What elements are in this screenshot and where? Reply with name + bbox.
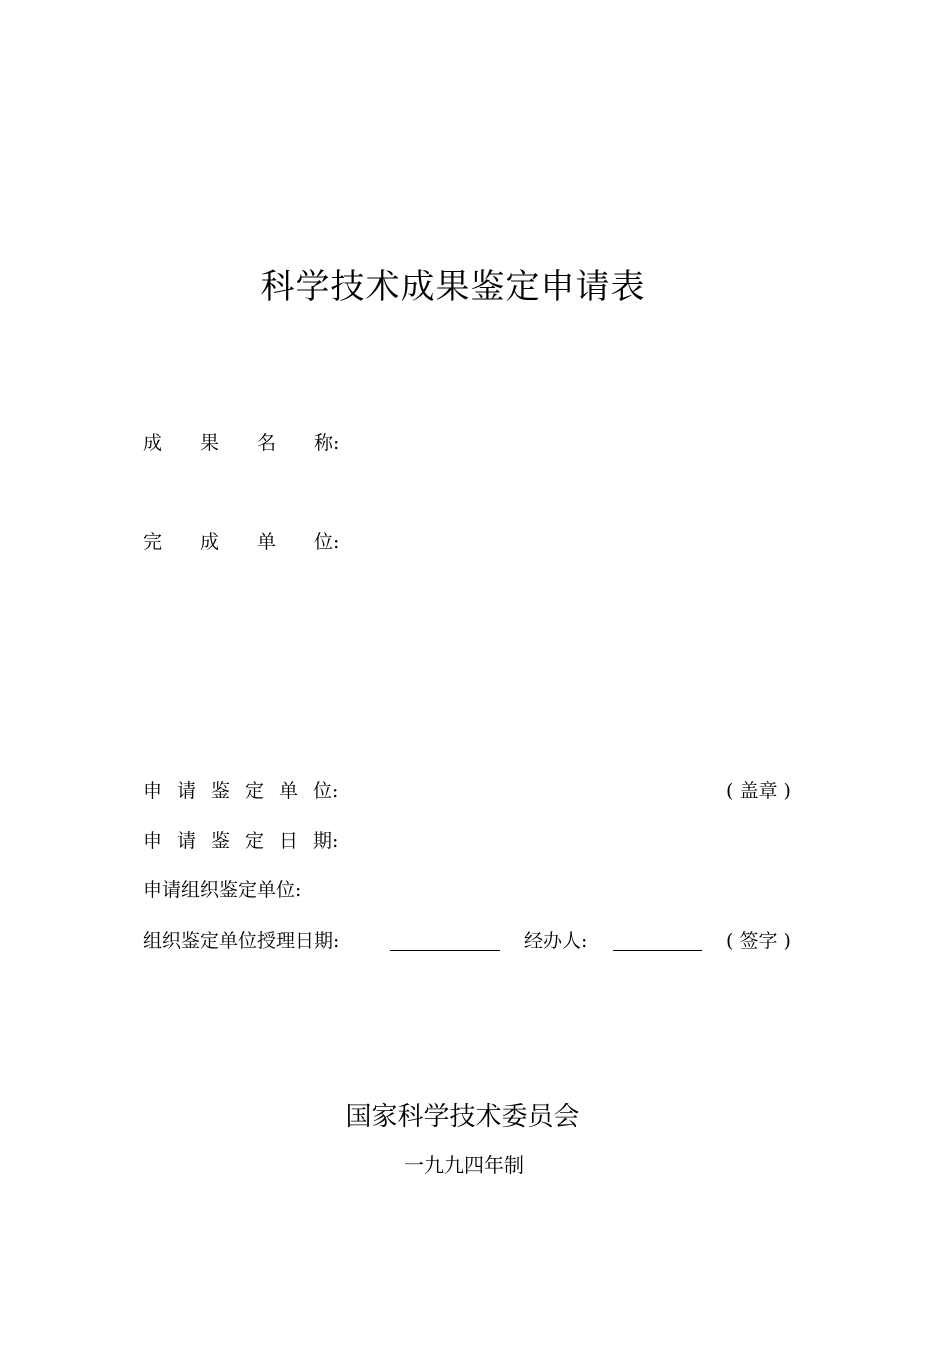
achievement-name-label <box>143 430 339 456</box>
issuer-name: 国家科学技术委员会 <box>345 1102 580 1132</box>
applying-date-label <box>143 828 338 854</box>
stamp-note: ( 盖章 ) <box>726 780 791 802</box>
label-char: 请 <box>177 830 197 852</box>
sign-note: ( 签字 ) <box>726 930 791 952</box>
acceptance-date-label: 组织鉴定单位授理日期: <box>143 930 340 952</box>
issue-year: 一九九四年制 <box>404 1153 524 1177</box>
label-char: 位: <box>314 531 340 553</box>
label-char: 日 <box>279 830 299 852</box>
label-char: 位: <box>313 780 339 802</box>
label-char: 期: <box>313 830 339 852</box>
label-char: 完 <box>143 531 163 553</box>
label-char: 果 <box>200 432 220 454</box>
label-char: 请 <box>177 780 197 802</box>
organizing-unit-label: 申请组织鉴定单位: <box>143 879 302 901</box>
label-char: 成 <box>200 531 220 553</box>
label-char: 单 <box>279 780 299 802</box>
applying-unit-label <box>143 778 338 804</box>
form-title: 科学技术成果鉴定申请表 <box>260 267 646 307</box>
label-char: 称: <box>314 432 340 454</box>
label-char: 申 <box>143 780 163 802</box>
label-char: 名 <box>257 432 277 454</box>
label-char: 鉴 <box>211 780 231 802</box>
label-char: 定 <box>245 830 265 852</box>
label-char: 申 <box>143 830 163 852</box>
acceptance-date-blank <box>390 950 500 951</box>
handler-blank <box>613 950 702 951</box>
label-char: 鉴 <box>211 830 231 852</box>
completing-unit-label <box>143 529 339 555</box>
handler-label: 经办人: <box>524 930 588 952</box>
label-char: 单 <box>257 531 277 553</box>
label-char: 成 <box>143 432 163 454</box>
label-char: 定 <box>245 780 265 802</box>
